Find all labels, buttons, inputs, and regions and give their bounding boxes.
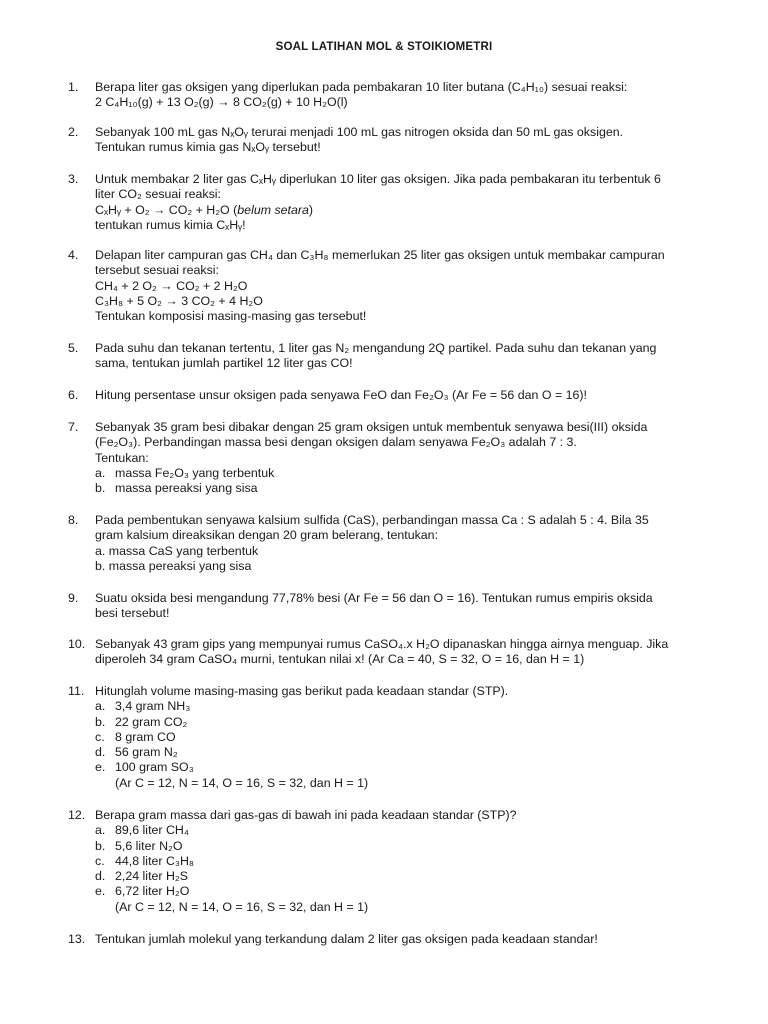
option-text: 89,6 liter CH₄: [115, 823, 189, 838]
question-line: Untuk membakar 2 liter gas CₓHᵧ diperlukan 10 liter gas oksigen. Jika pada pembakaran itu terbentuk 6: [95, 172, 661, 186]
option-text: massa Fe₂O₃ yang terbentuk: [115, 465, 275, 480]
option-item: [95, 854, 705, 869]
option-text: 44,8 liter C₃H₈: [115, 853, 195, 868]
option-text: 56 gram N₂: [115, 745, 178, 760]
question-number: 10.: [68, 637, 86, 651]
option-item: [95, 699, 705, 714]
question-line: tentukan rumus kimia CₓHᵧ!: [95, 217, 246, 232]
option-item: [95, 884, 705, 899]
question-line: Hitunglah volume masing-masing gas berikut pada keadaan standar (STP).: [95, 684, 509, 698]
option-label: a.: [95, 823, 106, 838]
question-number: 8.: [68, 513, 79, 527]
option-item: [95, 760, 705, 775]
question-number: 4.: [68, 248, 79, 262]
question-number: 3.: [68, 172, 79, 186]
question-number: 12.: [68, 808, 86, 822]
option-text: 100 gram SO₃: [115, 760, 194, 775]
question-line: Pada pembentukan senyawa kalsium sulfida (CaS), perbandingan massa Ca : S adalah 5 : 4. Bila 35: [95, 513, 649, 527]
question-line: gram kalsium direaksikan dengan 20 gram belerang, tentukan:: [95, 528, 439, 543]
question-line: C₃H₈ + 5 O₂ → 3 CO₂ + 4 H₂O: [95, 293, 263, 308]
question-line: sama, tentukan jumlah partikel 12 liter gas CO!: [95, 356, 353, 371]
page-title: SOAL LATIHAN MOL & STOIKIOMETRI: [275, 41, 493, 53]
question-line: Berapa liter gas oksigen yang diperlukan pada pembakaran 10 liter butana (C₄H₁₀) sesuai reaksi:: [95, 80, 628, 94]
atomic-mass-note: (Ar C = 12, N = 14, O = 16, S = 32, dan H = 1): [115, 899, 369, 914]
option-label: a.: [95, 465, 106, 480]
question-line: 2 C₄H₁₀(g) + 13 O₂(g) → 8 CO₂(g) + 10 H₂O(l): [95, 95, 348, 110]
question-line: Pada suhu dan tekanan tertentu, 1 liter gas N₂ mengandung 2Q partikel. Pada suhu dan tekanan yang: [95, 341, 657, 355]
option-text: 6,72 liter H₂O: [115, 884, 190, 899]
option-label: c.: [95, 729, 105, 744]
option-item: [95, 839, 705, 854]
option-item: [95, 730, 705, 745]
question-line: b. massa pereaksi yang sisa: [95, 558, 252, 573]
option-item: [95, 715, 705, 730]
question-line: a. massa CaS yang terbentuk: [95, 543, 259, 558]
question-line: Tentukan:: [95, 450, 149, 465]
option-label: c.: [95, 853, 105, 868]
option-text: 22 gram CO₂: [115, 714, 188, 729]
question-line: liter CO₂ sesuai reaksi:: [95, 187, 221, 202]
option-text: massa pereaksi yang sisa: [115, 481, 258, 496]
question-line: Sebanyak 43 gram gips yang mempunyai rumus CaSO₄.x H₂O dipanaskan hingga airnya menguap. Jika: [95, 637, 669, 651]
question-line: (Fe₂O₃). Perbandingan massa besi dengan oksigen dalam senyawa Fe₂O₃ adalah 7 : 3.: [95, 435, 577, 450]
option-label: a.: [95, 699, 106, 714]
question-number: 2.: [68, 125, 79, 139]
question-number: 11.: [68, 684, 85, 698]
option-label: d.: [95, 869, 106, 884]
question-number: 6.: [68, 388, 79, 402]
question-number: 5.: [68, 341, 79, 355]
question-number: 9.: [68, 591, 79, 605]
option-item: [95, 869, 705, 884]
option-label: b.: [95, 714, 106, 729]
option-label: b.: [95, 838, 106, 853]
question-line: diperoleh 34 gram CaSO₄ murni, tentukan nilai x! (Ar Ca = 40, S = 32, O = 16, dan H = 1): [95, 652, 585, 667]
question-line: Delapan liter campuran gas CH₄ dan C₃H₈ memerlukan 25 liter gas oksigen untuk membakar campuran: [95, 248, 665, 262]
question-line: Hitung persentase unsur oksigen pada senyawa FeO dan Fe₂O₃ (Ar Fe = 56 dan O = 16)!: [95, 388, 587, 402]
option-label: e.: [95, 760, 106, 775]
question-line: Sebanyak 100 mL gas NₓOᵧ terurai menjadi 100 mL gas nitrogen oksida dan 50 mL gas oksigen.: [95, 125, 624, 139]
question-line: CH₄ + 2 O₂ → CO₂ + 2 H₂O: [95, 278, 248, 293]
option-label: b.: [95, 481, 106, 496]
question-number: 13.: [68, 932, 86, 946]
question-line: Berapa gram massa dari gas-gas di bawah ini pada keadaan standar (STP)?: [95, 808, 517, 822]
question-line: tersebut sesuai reaksi:: [95, 263, 219, 278]
question-line: Tentukan jumlah molekul yang terkandung dalam 2 liter gas oksigen pada keadaan standar!: [95, 932, 598, 946]
option-item: [95, 823, 705, 838]
question-line: Suatu oksida besi mengandung 77,78% besi (Ar Fe = 56 dan O = 16). Tentukan rumus empiris oksida: [95, 591, 653, 605]
question-number: 1.: [68, 80, 79, 94]
option-text: 3,4 gram NH₃: [115, 699, 191, 714]
option-text: 8 gram CO: [115, 729, 176, 744]
option-item: [95, 745, 705, 760]
question-line: Tentukan rumus kimia gas NₓOᵧ tersebut!: [95, 140, 321, 155]
option-item: [95, 466, 705, 481]
question-line: CₓHᵧ + O₂ → CO₂ + H₂O (belum setara): [95, 202, 314, 217]
option-item: [95, 481, 705, 496]
question-line: besi tersebut!: [95, 606, 170, 621]
question-line: Sebanyak 35 gram besi dibakar dengan 25 gram oksigen untuk membentuk senyawa besi(III) oksida: [95, 420, 648, 434]
option-text: 2,24 liter H₂S: [115, 869, 188, 884]
question-number: 7.: [68, 420, 79, 434]
option-text: 5,6 liter N₂O: [115, 838, 183, 853]
atomic-mass-note: (Ar C = 12, N = 14, O = 16, S = 32, dan H = 1): [115, 775, 369, 790]
option-label: d.: [95, 745, 106, 760]
question-line: Tentukan komposisi masing-masing gas tersebut!: [95, 309, 367, 324]
option-label: e.: [95, 884, 106, 899]
